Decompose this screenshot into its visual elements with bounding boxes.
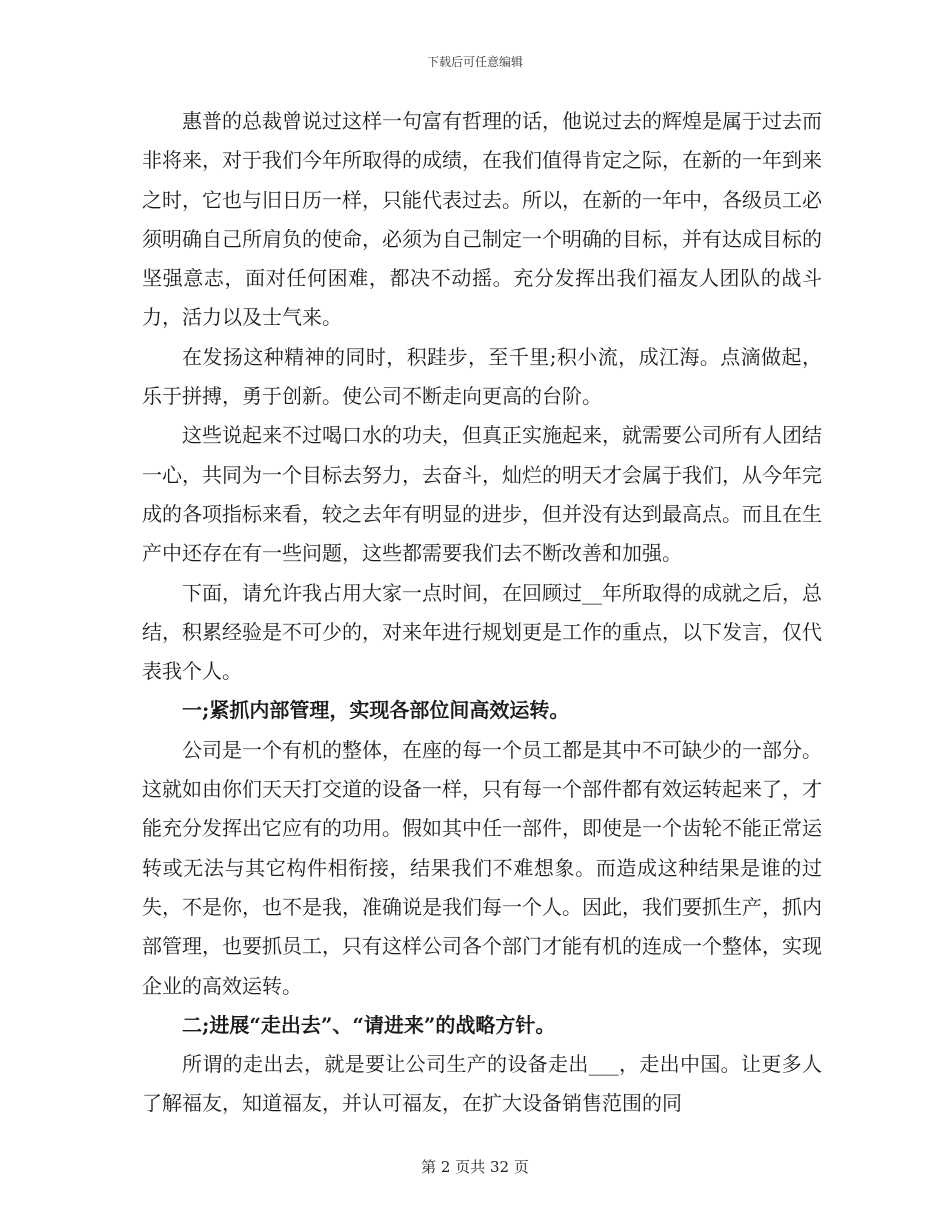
paragraph: 这些说起来不过喝口水的功夫，但真正实施起来，就需要公司所有人团结一心，共同为一个目标去努力，去奋斗，灿烂的明天才会属于我们，从今年完成的各项指标来看，较之去年有明显的进步，但并没有达到最高点。而且在生产中还存在有一些问题，这些都需要我们去不断改善和加强。 xyxy=(142,423,822,566)
section-heading: 一;紧抓内部管理，实现各部位间高效运转。 xyxy=(182,698,570,723)
paragraph: 下面，请允许我占用大家一点时间，在回顾过__年所取得的成就之后，总结，积累经验是不可少的，对来年进行规划更是工作的重点，以下发言，仅代表我个人。 xyxy=(142,580,822,684)
paragraph: 惠普的总裁曾说过这样一句富有哲理的话，他说过去的辉煌是属于过去而非将来，对于我们今年所取得的成绩，在我们值得肯定之际，在新的一年到来之时，它也与旧日历一样，只能代表过去。所以，在新的一年中，各级员工必须明确自己所肩负的使命，必须为自己制定一个明确的目标，并有达成目标的坚强意志，面对任何困难，都决不动摇。充分发挥出我们福友人团队的战斗力，活力以及士气来。 xyxy=(142,109,822,330)
paragraph: 在发扬这种精神的同时，积跬步，至千里;积小流，成江海。点滴做起，乐于拼搏，勇于创新。使公司不断走向更高的台阶。 xyxy=(142,344,822,409)
section-heading: 二;进展“走出去”、“请进来”的战略方针。 xyxy=(182,1012,556,1037)
paragraph: 公司是一个有机的整体，在座的每一个员工都是其中不可缺少的一部分。这就如由你们天天打交道的设备一样，只有每一个部件都有效运转起来了，才能充分发挥出它应有的功用。假如其中任一部件，即使是一个齿轮不能正常运转或无法与其它构件相衔接，结果我们不难想象。而造成这种结果是谁的过失，不是你，也不是我，准确说是我们每一个人。因此，我们要抓生产，抓内部管理，也要抓员工，只有这样公司各个部门才能有机的连成一个整体，实现企业的高效运转。 xyxy=(142,737,822,998)
paragraph: 所谓的走出去，就是要让公司生产的设备走出___，走出中国。让更多人了解福友，知道福友，并认可福友，在扩大设备销售范围的同 xyxy=(142,1052,822,1116)
page-footer: 第 2 页共 32 页 xyxy=(421,1158,529,1176)
page-header: 下载后可任意编辑 xyxy=(426,55,523,69)
document-body xyxy=(142,102,822,1124)
